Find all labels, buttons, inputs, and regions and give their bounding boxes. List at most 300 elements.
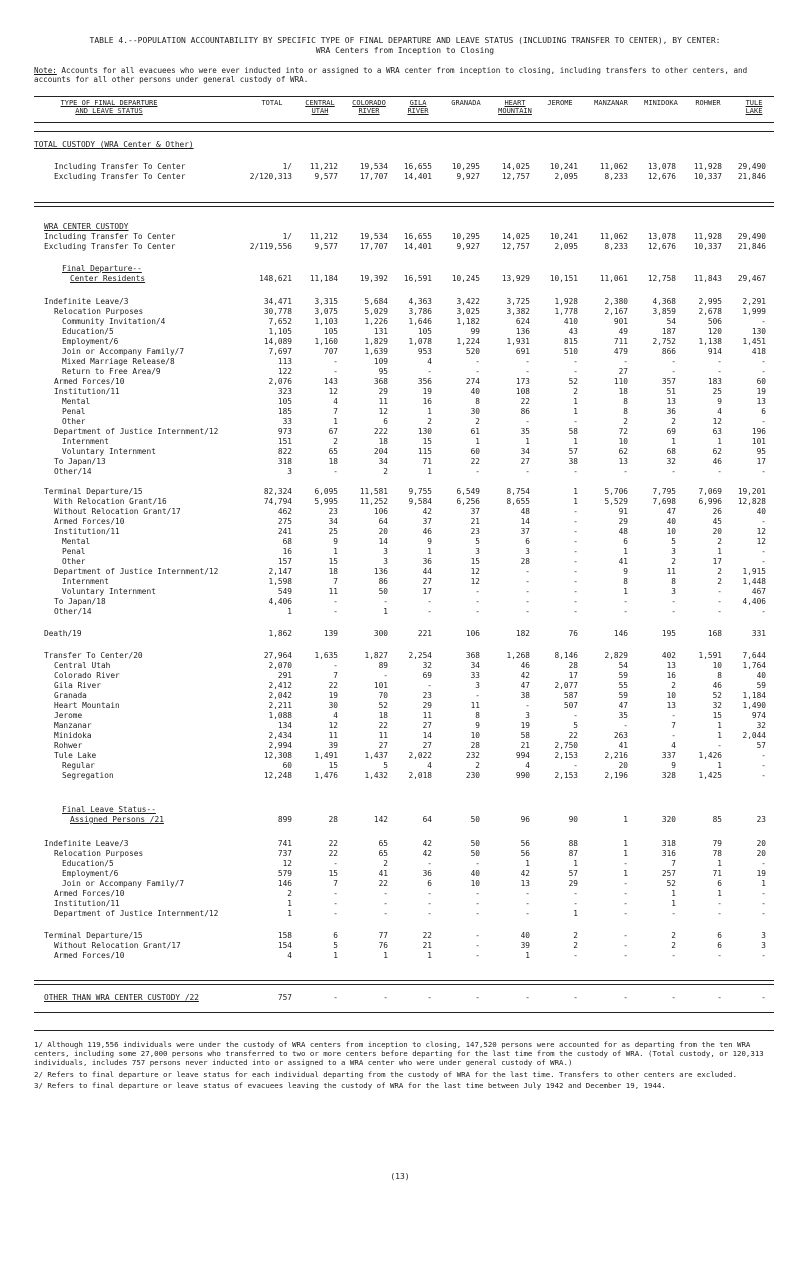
cell-value: - xyxy=(573,467,578,476)
cell-value: 35 xyxy=(520,427,530,436)
row-label: WRA CENTER CUSTODY xyxy=(44,222,129,231)
cell-value: 1,862 xyxy=(268,629,292,638)
cell-value: - xyxy=(427,367,432,376)
table-row xyxy=(0,869,800,879)
cell-value: 1 xyxy=(623,869,628,878)
cell-value: 25 xyxy=(712,387,722,396)
cell-value: 1,591 xyxy=(698,651,722,660)
cell-value: 1 xyxy=(573,397,578,406)
cell-value: 34,471 xyxy=(263,297,292,306)
cell-value: 50 xyxy=(378,587,388,596)
cell-value: - xyxy=(383,597,388,606)
cell-value: 1 xyxy=(383,951,388,960)
cell-value: 37 xyxy=(520,527,530,536)
cell-value: 57 xyxy=(756,741,766,750)
cell-value: 5,029 xyxy=(364,307,388,316)
cell-value: 8 xyxy=(475,397,480,406)
cell-value: 12 xyxy=(712,417,722,426)
cell-value: 18 xyxy=(378,711,388,720)
cell-value: 14,401 xyxy=(403,172,432,181)
cell-value: 40 xyxy=(756,671,766,680)
cell-value: - xyxy=(623,941,628,950)
cell-value: 146 xyxy=(277,879,292,888)
cell-value: 196 xyxy=(751,427,766,436)
cell-value: 52 xyxy=(568,377,578,386)
cell-value: 12 xyxy=(756,537,766,546)
section-divider-2 xyxy=(34,980,774,985)
cell-value: - xyxy=(623,993,628,1002)
cell-value: - xyxy=(671,909,676,918)
footnote-rule xyxy=(34,1030,774,1031)
cell-value: 12,757 xyxy=(501,242,530,251)
cell-value: 27 xyxy=(422,577,432,586)
table-row xyxy=(0,815,800,825)
cell-value: 1 xyxy=(717,889,722,898)
cell-value: 32 xyxy=(712,701,722,710)
cell-value: 22 xyxy=(422,931,432,940)
cell-value: 32 xyxy=(666,457,676,466)
cell-value: 4,368 xyxy=(652,297,676,306)
cell-value: - xyxy=(333,467,338,476)
cell-value: 1 xyxy=(717,437,722,446)
cell-value: 10,241 xyxy=(549,162,578,171)
cell-value: 5,684 xyxy=(364,297,388,306)
cell-value: 11,581 xyxy=(359,487,388,496)
cell-value: 29,467 xyxy=(737,274,766,283)
cell-value: 1 xyxy=(573,859,578,868)
cell-value: 2,167 xyxy=(604,307,628,316)
cell-value: - xyxy=(525,467,530,476)
cell-value: 2 xyxy=(287,889,292,898)
cell-value: 18 xyxy=(328,567,338,576)
cell-value: 4 xyxy=(333,711,338,720)
cell-value: - xyxy=(761,467,766,476)
cell-value: 27 xyxy=(378,741,388,750)
table-row xyxy=(0,899,800,909)
cell-value: 1,268 xyxy=(506,651,530,660)
cell-value: 7,652 xyxy=(268,317,292,326)
row-label: Penal xyxy=(62,547,86,556)
cell-value: - xyxy=(383,671,388,680)
cell-value: - xyxy=(717,357,722,366)
cell-value: 109 xyxy=(373,357,388,366)
row-label: Armed Forces/10 xyxy=(54,889,125,898)
cell-value: 130 xyxy=(751,327,766,336)
cell-value: 42 xyxy=(520,869,530,878)
cell-value: - xyxy=(573,417,578,426)
cell-value: 21 xyxy=(520,741,530,750)
cell-value: 65 xyxy=(378,839,388,848)
cell-value: 18 xyxy=(618,387,628,396)
cell-value: 56 xyxy=(520,849,530,858)
cell-value: 27 xyxy=(618,367,628,376)
cell-value: 2 xyxy=(671,557,676,566)
table-row xyxy=(0,242,800,252)
cell-value: 30 xyxy=(328,701,338,710)
table-row xyxy=(0,417,800,427)
cell-value: 3 xyxy=(287,467,292,476)
cell-value: 2,044 xyxy=(742,731,766,740)
cell-value: 21,846 xyxy=(737,242,766,251)
cell-value: 899 xyxy=(277,815,292,824)
cell-value: 12 xyxy=(470,577,480,586)
cell-value: 822 xyxy=(277,447,292,456)
header-rohwer: ROHWER xyxy=(695,99,721,107)
cell-value: - xyxy=(333,607,338,616)
cell-value: - xyxy=(761,557,766,566)
cell-value: 2/120,313 xyxy=(249,172,292,181)
cell-value: 1 xyxy=(761,879,766,888)
cell-value: - xyxy=(427,889,432,898)
table-row xyxy=(0,397,800,407)
cell-value: - xyxy=(573,527,578,536)
table-row xyxy=(0,232,800,242)
cell-value: 2 xyxy=(475,417,480,426)
cell-value: 11,061 xyxy=(599,274,628,283)
cell-value: 1,182 xyxy=(456,317,480,326)
cell-value: 16,655 xyxy=(403,162,432,171)
cell-value: 113 xyxy=(277,357,292,366)
cell-value: 28 xyxy=(520,557,530,566)
cell-value: 11 xyxy=(470,701,480,710)
cell-value: 7,697 xyxy=(268,347,292,356)
cell-value: 7,644 xyxy=(742,651,766,660)
cell-value: - xyxy=(525,701,530,710)
cell-value: 11,062 xyxy=(599,232,628,241)
cell-value: 11 xyxy=(378,397,388,406)
row-label: Central Utah xyxy=(54,661,111,670)
cell-value: - xyxy=(623,889,628,898)
cell-value: 143 xyxy=(323,377,338,386)
cell-value: 27 xyxy=(422,721,432,730)
cell-value: 8 xyxy=(623,397,628,406)
cell-value: 36 xyxy=(422,869,432,878)
cell-value: 1 xyxy=(717,859,722,868)
cell-value: 3,025 xyxy=(456,307,480,316)
cell-value: - xyxy=(427,909,432,918)
cell-value: 9 xyxy=(475,721,480,730)
table-row xyxy=(0,557,800,567)
cell-value: 1,432 xyxy=(364,771,388,780)
cell-value: - xyxy=(623,467,628,476)
table-row xyxy=(0,629,800,639)
cell-value: 95 xyxy=(378,367,388,376)
table-row xyxy=(0,357,800,367)
cell-value: 19 xyxy=(756,387,766,396)
cell-value: - xyxy=(427,899,432,908)
cell-value: 29 xyxy=(422,701,432,710)
cell-value: 86 xyxy=(378,577,388,586)
cell-value: 42 xyxy=(520,671,530,680)
cell-value: 8,146 xyxy=(554,651,578,660)
cell-value: 866 xyxy=(661,347,676,356)
cell-value: 16 xyxy=(282,547,292,556)
cell-value: 101 xyxy=(751,437,766,446)
cell-value: 973 xyxy=(277,427,292,436)
cell-value: 89 xyxy=(378,661,388,670)
cell-value: - xyxy=(333,909,338,918)
cell-value: - xyxy=(623,909,628,918)
cell-value: 76 xyxy=(378,941,388,950)
cell-value: 1,778 xyxy=(554,307,578,316)
row-label: Indefinite Leave/3 xyxy=(44,297,129,306)
cell-value: 6 xyxy=(623,537,628,546)
note-label: Note: xyxy=(34,66,57,75)
row-label: Center Residents xyxy=(70,274,146,283)
cell-value: 1 xyxy=(573,487,578,496)
cell-value: 624 xyxy=(515,317,530,326)
cell-value: 1,476 xyxy=(314,771,338,780)
cell-value: 2 xyxy=(573,931,578,940)
cell-value: - xyxy=(761,909,766,918)
cell-value: 12,757 xyxy=(501,172,530,181)
row-label: Final Departure-- xyxy=(62,264,142,273)
cell-value: 19 xyxy=(756,869,766,878)
cell-value: - xyxy=(671,467,676,476)
cell-value: 2 xyxy=(475,761,480,770)
cell-value: 14,025 xyxy=(501,232,530,241)
cell-value: 1 xyxy=(427,547,432,556)
cell-value: 1,224 xyxy=(456,337,480,346)
cell-value: 15 xyxy=(328,761,338,770)
row-label: Regular xyxy=(62,761,95,770)
cell-value: 38 xyxy=(520,691,530,700)
table-row xyxy=(0,751,800,761)
cell-value: 994 xyxy=(515,751,530,760)
cell-value: 1,088 xyxy=(268,711,292,720)
cell-value: 45 xyxy=(712,517,722,526)
cell-value: 154 xyxy=(277,941,292,950)
cell-value: 1 xyxy=(333,547,338,556)
table-row xyxy=(0,931,800,941)
cell-value: 40 xyxy=(756,507,766,516)
cell-value: 27 xyxy=(422,741,432,750)
cell-value: 510 xyxy=(563,347,578,356)
cell-value: 410 xyxy=(563,317,578,326)
cell-value: - xyxy=(623,597,628,606)
cell-value: 9 xyxy=(717,397,722,406)
cell-value: - xyxy=(475,899,480,908)
cell-value: 232 xyxy=(465,751,480,760)
cell-value: 1,138 xyxy=(698,337,722,346)
cell-value: 46 xyxy=(422,527,432,536)
cell-value: 9,927 xyxy=(456,172,480,181)
row-label: Gila River xyxy=(54,681,101,690)
cell-value: 815 xyxy=(563,337,578,346)
row-label: Other/14 xyxy=(54,467,92,476)
cell-value: 4 xyxy=(287,951,292,960)
cell-value: 12 xyxy=(756,527,766,536)
cell-value: - xyxy=(333,367,338,376)
row-label: Department of Justice Internment/12 xyxy=(54,909,219,918)
cell-value: 10,295 xyxy=(451,162,480,171)
cell-value: 1 xyxy=(427,467,432,476)
cell-value: - xyxy=(623,931,628,940)
cell-value: 120 xyxy=(707,327,722,336)
cell-value: 1,437 xyxy=(364,751,388,760)
cell-value: 34 xyxy=(520,447,530,456)
row-label: Join or Accompany Family/7 xyxy=(62,347,185,356)
cell-value: 2,077 xyxy=(554,681,578,690)
cell-value: 1,915 xyxy=(742,567,766,576)
cell-value: 1,105 xyxy=(268,327,292,336)
cell-value: 467 xyxy=(751,587,766,596)
cell-value: 59 xyxy=(618,671,628,680)
cell-value: 7 xyxy=(671,859,676,868)
cell-value: 54 xyxy=(666,317,676,326)
cell-value: 16,591 xyxy=(403,274,432,283)
cell-value: 142 xyxy=(373,815,388,824)
cell-value: 8 xyxy=(717,671,722,680)
cell-value: 2,153 xyxy=(554,751,578,760)
table-row xyxy=(0,701,800,711)
cell-value: 1 xyxy=(671,899,676,908)
cell-value: - xyxy=(525,587,530,596)
cell-value: 21,846 xyxy=(737,172,766,181)
cell-value: 3 xyxy=(383,547,388,556)
row-label: Voluntary Internment xyxy=(62,587,156,596)
cell-value: 8 xyxy=(475,711,480,720)
cell-value: 316 xyxy=(661,849,676,858)
cell-value: - xyxy=(525,417,530,426)
cell-value: 1 xyxy=(525,951,530,960)
cell-value: 1 xyxy=(383,607,388,616)
cell-value: 356 xyxy=(417,377,432,386)
cell-value: - xyxy=(525,607,530,616)
cell-value: 68 xyxy=(666,447,676,456)
cell-value: 64 xyxy=(422,815,432,824)
cell-value: 47 xyxy=(618,701,628,710)
row-label: Colorado River xyxy=(54,671,120,680)
cell-value: 14,025 xyxy=(501,162,530,171)
cell-value: 20 xyxy=(756,839,766,848)
cell-value: 56 xyxy=(520,839,530,848)
cell-value: 2,380 xyxy=(604,297,628,306)
cell-value: - xyxy=(475,597,480,606)
cell-value: - xyxy=(761,547,766,556)
cell-value: 47 xyxy=(520,681,530,690)
cell-value: 71 xyxy=(422,457,432,466)
cell-value: - xyxy=(623,951,628,960)
cell-value: 1,490 xyxy=(742,701,766,710)
row-label: Terminal Departure/15 xyxy=(44,487,143,496)
cell-value: 2,095 xyxy=(554,242,578,251)
cell-value: - xyxy=(671,731,676,740)
cell-value: - xyxy=(761,993,766,1002)
table-row xyxy=(0,805,800,815)
cell-value: 28 xyxy=(328,815,338,824)
cell-value: 71 xyxy=(712,869,722,878)
cell-value: 49 xyxy=(618,327,628,336)
table-row xyxy=(0,427,800,437)
table-row xyxy=(0,317,800,327)
cell-value: 1 xyxy=(525,437,530,446)
cell-value: 2,678 xyxy=(698,307,722,316)
cell-value: 9,927 xyxy=(456,242,480,251)
cell-value: 4 xyxy=(427,357,432,366)
cell-value: 43 xyxy=(568,327,578,336)
cell-value: 185 xyxy=(277,407,292,416)
cell-value: 4 xyxy=(525,761,530,770)
cell-value: 96 xyxy=(520,815,530,824)
table-row xyxy=(0,859,800,869)
footnote-3: 3/ Refers to final departure or leave status of evacuees leaving the custody of WRA for the last time between July 1942 and December 19, 1944. xyxy=(34,1080,666,1090)
cell-value: 82,324 xyxy=(263,487,292,496)
cell-value: 402 xyxy=(661,651,676,660)
cell-value: 418 xyxy=(751,347,766,356)
cell-value: 2,750 xyxy=(554,741,578,750)
cell-value: - xyxy=(717,597,722,606)
cell-value: 6 xyxy=(717,879,722,888)
cell-value: 13 xyxy=(618,457,628,466)
cell-value: 579 xyxy=(277,869,292,878)
cell-value: 13,078 xyxy=(647,162,676,171)
row-label: Manzanar xyxy=(54,721,92,730)
cell-value: - xyxy=(623,607,628,616)
cell-value: 953 xyxy=(417,347,432,356)
cell-value: 14,089 xyxy=(263,337,292,346)
table-row xyxy=(0,577,800,587)
cell-value: 479 xyxy=(613,347,628,356)
cell-value: 12 xyxy=(378,407,388,416)
cell-value: 1 xyxy=(717,761,722,770)
row-label: TOTAL CUSTODY (WRA Center & Other) xyxy=(34,140,194,149)
cell-value: 2,070 xyxy=(268,661,292,670)
cell-value: 46 xyxy=(712,457,722,466)
cell-value: 4,406 xyxy=(268,597,292,606)
cell-value: 59 xyxy=(618,691,628,700)
cell-value: 2 xyxy=(573,941,578,950)
header-heart-mountain: HEART MOUNTAIN xyxy=(498,99,532,115)
row-label: Final Leave Status-- xyxy=(62,805,156,814)
cell-value: 22 xyxy=(328,849,338,858)
cell-value: 13 xyxy=(666,701,676,710)
cell-value: 10,241 xyxy=(549,232,578,241)
cell-value: 3,725 xyxy=(506,297,530,306)
row-label: Return to Free Area/9 xyxy=(62,367,161,376)
cell-value: 87 xyxy=(568,849,578,858)
cell-value: 4 xyxy=(333,397,338,406)
cell-value: - xyxy=(383,899,388,908)
row-label: Voluntary Internment xyxy=(62,447,156,456)
cell-value: - xyxy=(573,607,578,616)
cell-value: - xyxy=(761,607,766,616)
cell-value: 105 xyxy=(417,327,432,336)
header-jerome: JEROME xyxy=(547,99,573,107)
cell-value: 158 xyxy=(277,931,292,940)
cell-value: - xyxy=(525,889,530,898)
cell-value: - xyxy=(671,597,676,606)
cell-value: 15 xyxy=(328,557,338,566)
cell-value: 1,928 xyxy=(554,297,578,306)
row-label: OTHER THAN WRA CENTER CUSTODY /22 xyxy=(44,993,199,1002)
cell-value: 323 xyxy=(277,387,292,396)
table-row xyxy=(0,597,800,607)
cell-value: 1,491 xyxy=(314,751,338,760)
cell-value: 1,426 xyxy=(698,751,722,760)
cell-value: 1 xyxy=(333,951,338,960)
row-label: Transfer To Center/20 xyxy=(44,651,143,660)
row-label: Terminal Departure/15 xyxy=(44,931,143,940)
cell-value: - xyxy=(475,941,480,950)
table-row xyxy=(0,731,800,741)
cell-value: - xyxy=(761,317,766,326)
cell-value: 3 xyxy=(475,681,480,690)
cell-value: 22 xyxy=(568,731,578,740)
cell-value: 168 xyxy=(707,629,722,638)
cell-value: - xyxy=(761,751,766,760)
cell-value: 7,069 xyxy=(698,487,722,496)
